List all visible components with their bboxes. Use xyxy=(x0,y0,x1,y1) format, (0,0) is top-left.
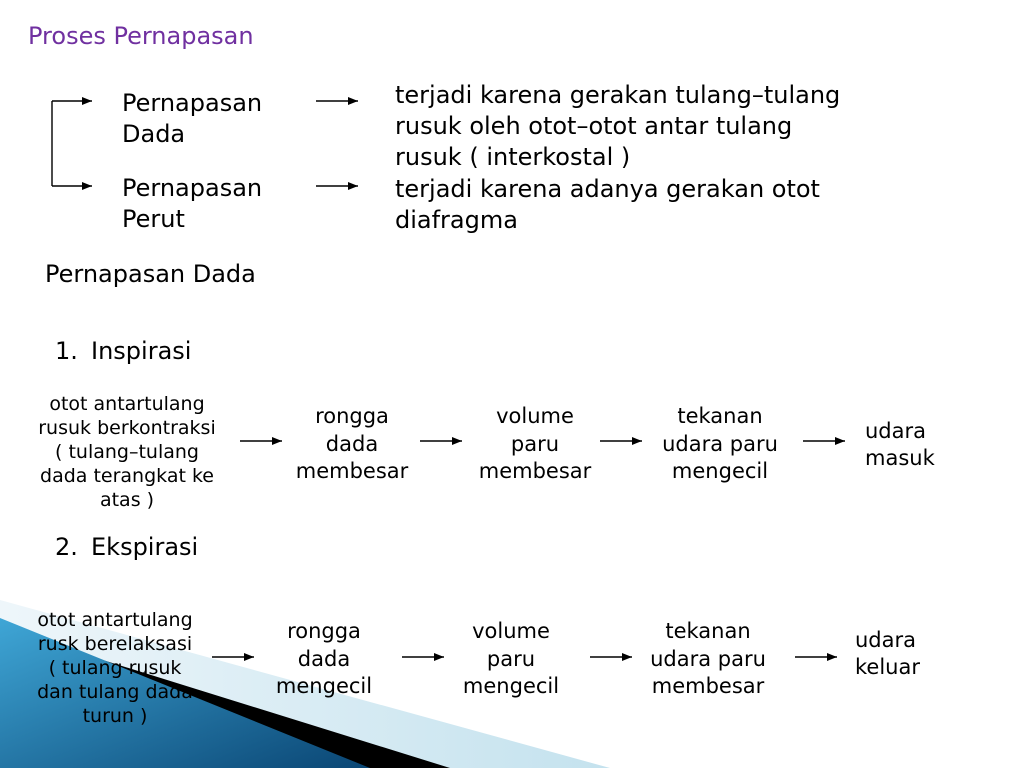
section-heading: Pernapasan Dada xyxy=(45,260,256,288)
type-name-line: Pernapasan xyxy=(122,89,263,117)
expiration-step-muscle xyxy=(15,608,215,728)
step-line: rongga xyxy=(287,619,361,643)
step-line: volume xyxy=(496,404,574,428)
step-line: mengecil xyxy=(671,459,769,483)
phase-number: 1. xyxy=(55,337,78,365)
inspiration-step-chest-cavity xyxy=(282,403,422,486)
step-line: udara xyxy=(865,419,927,443)
step-line: ( tulang rusuk xyxy=(48,657,182,679)
inspiration-step-air-in xyxy=(865,418,935,472)
step-line: mengecil xyxy=(462,674,560,698)
step-line: dan tulang dada xyxy=(37,681,193,703)
step-line: turun ) xyxy=(82,705,148,727)
step-line: mengecil xyxy=(275,674,373,698)
step-line: dada xyxy=(325,431,379,456)
type-name-line: Perut xyxy=(122,205,185,233)
step-line: otot antartulang xyxy=(49,393,205,415)
breathing-type-chest-description xyxy=(395,80,840,173)
step-line: membesar xyxy=(651,674,765,698)
type-description-line: rusuk ( interkostal ) xyxy=(395,143,631,171)
phase-label-expiration: Ekspirasi xyxy=(91,533,199,561)
step-line: paru xyxy=(510,431,560,456)
step-line: tekanan xyxy=(677,404,763,428)
step-line: rusk berelaksasi xyxy=(37,633,193,655)
phase-number: 2. xyxy=(55,533,78,561)
step-line: membesar xyxy=(478,459,592,483)
expiration-step-lung-volume xyxy=(441,618,581,701)
type-name-line: Dada xyxy=(122,120,186,148)
type-description-line: terjadi karena gerakan tulang–tulang xyxy=(395,81,841,109)
step-line: tekanan xyxy=(665,619,751,643)
step-line: udara xyxy=(855,628,917,652)
phase-label-inspiration: Inspirasi xyxy=(91,337,192,365)
step-line: otot antartulang xyxy=(37,609,193,631)
type-name-line: Pernapasan xyxy=(122,174,263,202)
step-line: dada terangkat ke xyxy=(40,465,214,487)
step-line: dada xyxy=(297,646,351,671)
step-line: paru xyxy=(486,646,536,671)
expiration-step-chest-cavity xyxy=(254,618,394,701)
step-line: keluar xyxy=(855,655,920,679)
slide-title: Proses Pernapasan xyxy=(28,22,254,50)
step-line: volume xyxy=(472,619,550,643)
expiration-step-air-out xyxy=(855,627,920,681)
step-line: atas ) xyxy=(99,489,155,511)
breathing-type-abdomen-description xyxy=(395,174,820,236)
breathing-type-abdomen xyxy=(122,173,262,235)
step-line: udara paru xyxy=(662,431,778,456)
step-line: ( tulang–tulang xyxy=(55,441,199,463)
step-line: udara paru xyxy=(650,646,766,671)
inspiration-step-muscle xyxy=(27,392,227,512)
inspiration-step-lung-volume xyxy=(465,403,605,486)
type-description-line: rusuk oleh otot–otot antar tulang xyxy=(395,112,793,140)
breathing-type-chest xyxy=(122,88,262,150)
step-line: membesar xyxy=(295,459,409,483)
step-line: rongga xyxy=(315,404,389,428)
step-line: rusuk berkontraksi xyxy=(38,417,216,439)
inspiration-step-air-pressure xyxy=(645,403,795,486)
expiration-step-air-pressure xyxy=(633,618,783,701)
step-line: masuk xyxy=(865,446,935,470)
type-description-line: diafragma xyxy=(395,206,518,234)
type-description-line: terjadi karena adanya gerakan otot xyxy=(395,175,820,203)
